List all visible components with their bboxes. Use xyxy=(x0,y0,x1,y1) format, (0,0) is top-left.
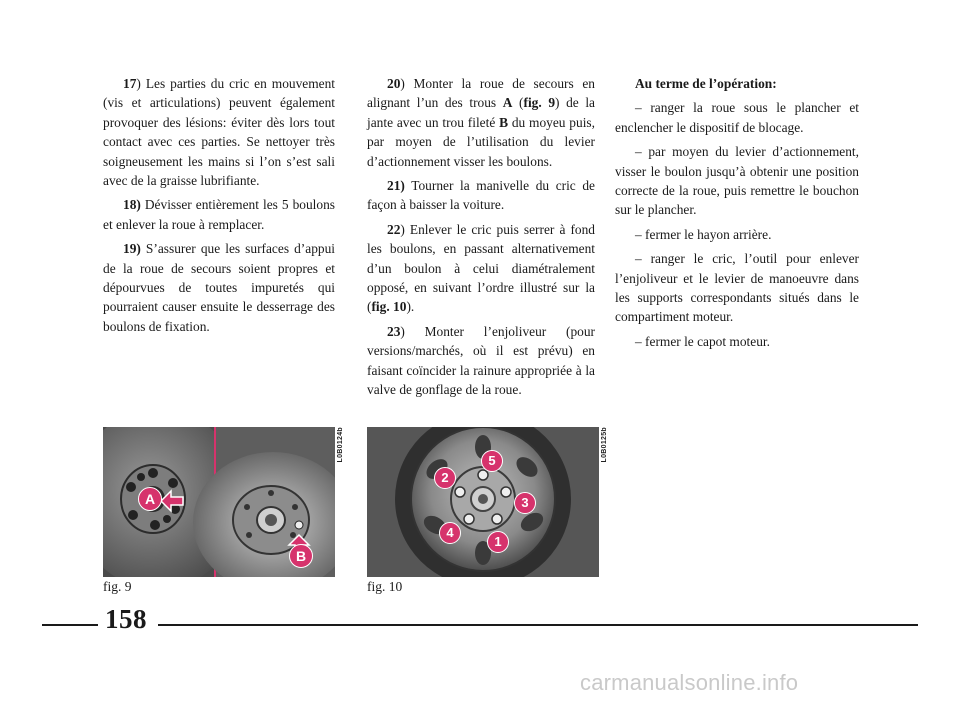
watermark: carmanualsonline.info xyxy=(580,670,799,695)
step-22: 22) Enlever le cric puis serrer à fond les boulons, en passant alternativement d’un boulon à celui diamétralement opposé, en suivant l’ordre illustré sur la (fig. 10). xyxy=(367,221,595,315)
step-20: 20) Monter la roue de secours en alignant l’un des trous A (fig. 9) de la jante avec un trou fileté B du moyeu puis, par moyen de l’utilisation du levier d’actionnement visser les boulons. xyxy=(367,76,595,169)
text-column-1 xyxy=(103,74,335,341)
steel-wheel-illustration xyxy=(367,427,599,577)
figure-9-caption: fig. 9 xyxy=(103,579,132,594)
label-b-badge: B xyxy=(289,544,313,568)
text-column-3 xyxy=(615,74,859,356)
completion-item: – ranger le cric, l’outil pour enlever l’enjoliveur et le levier de manoeuvre dans les supports correspondants situés dans le compartiment moteur. xyxy=(615,251,859,325)
step-18: 18) Dévisser entièrement les 5 boulons et enlever la roue à remplacer. xyxy=(103,197,335,232)
figure-10-photo xyxy=(367,427,599,577)
bolt-label-4: 4 xyxy=(439,522,461,544)
step-21: 21) Tourner la manivelle du cric de façon à baisser la voiture. xyxy=(367,178,595,213)
bolt-label-5: 5 xyxy=(481,450,503,472)
completion-heading: Au terme de l’opération: xyxy=(635,76,777,91)
bolt-label-1: 1 xyxy=(487,531,509,553)
label-a-badge: A xyxy=(138,487,162,511)
completion-item: – ranger la roue sous le plancher et enclencher le dispositif de blocage. xyxy=(615,100,859,135)
text-column-2 xyxy=(367,74,595,405)
bolt-label-2: 2 xyxy=(434,467,456,489)
bolt-label-3: 3 xyxy=(514,492,536,514)
footer-rule-right xyxy=(158,624,918,626)
footer-rule-left xyxy=(42,624,98,626)
step-19: 19) S’assurer que les surfaces d’appui de la roue de secours soient propres et dépourvues de toutes impuretés qui pourraient causer ensuite le desserrage des boulons de fixation. xyxy=(103,241,335,334)
page-number: 158 xyxy=(105,604,147,634)
step-23: 23) Monter l’enjoliveur (pour versions/marchés, où il est prévu) en faisant coïncider la rainure appropriée à la valve de gonflage de la roue. xyxy=(367,323,595,398)
figure-9-photo xyxy=(103,427,335,577)
completion-item: – par moyen du levier d’actionnement, visser le boulon jusqu’à obtenir une position correcte de la roue, puis remettre le bouchon sur le plancher. xyxy=(615,144,859,218)
figure-10-code: L0B0125b xyxy=(601,427,608,463)
figure-10-caption: fig. 10 xyxy=(367,579,403,594)
completion-item: – fermer le capot moteur. xyxy=(635,333,770,349)
figure-9-code: L0B0124b xyxy=(337,427,344,463)
step-17: 17) Les parties du cric en mouvement (vis et articulations) peuvent également provoquer des lésions: éviter dès lors tout contact avec ces parties. Se nettoyer très soigneusement les mains si l’on s’est sali avec de la graisse lubrifiante. xyxy=(103,76,335,189)
completion-item: – fermer le hayon arrière. xyxy=(635,226,772,242)
